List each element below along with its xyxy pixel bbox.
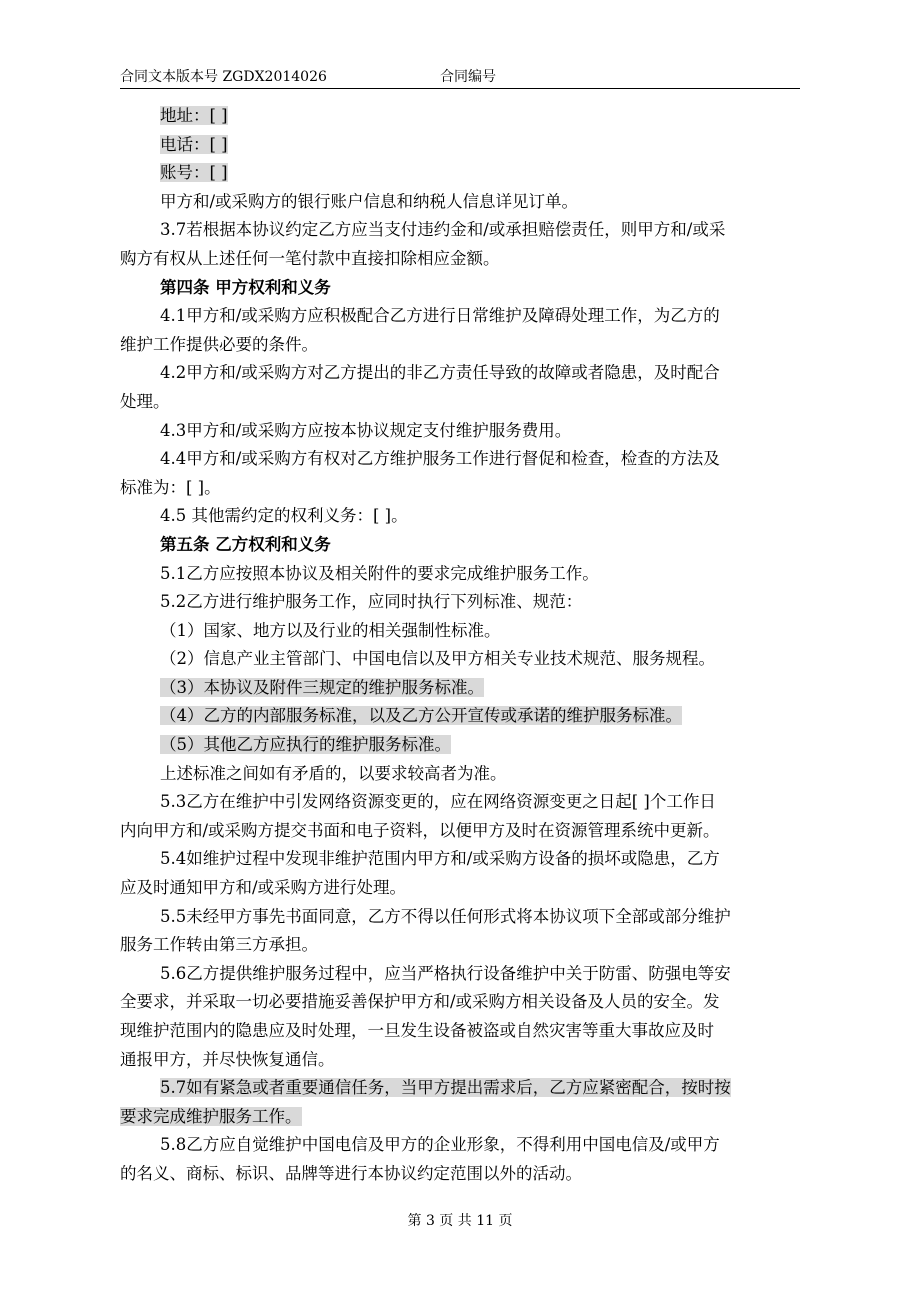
text-line [160, 131, 800, 160]
line-text: 内向甲方和/或采购方提交书面和电子资料，以便甲方及时在资源管理系统中更新。 [120, 820, 720, 840]
text-line [160, 702, 800, 731]
text-line [120, 245, 800, 274]
line-text: 5.3乙方在维护中引发网络资源变更的，应在网络资源变更之日起[ ]个工作日 [160, 792, 716, 812]
text-line [120, 931, 800, 960]
line-text: 甲方和/或采购方的银行账户信息和纳税人信息详见订单。 [160, 191, 579, 211]
text-line [160, 760, 800, 789]
line-text: 购方有权从上述任何一笔付款中直接扣除相应金额。 [120, 248, 500, 268]
text-line [120, 1017, 800, 1046]
line-text: 5.8乙方应自觉维护中国电信及甲方的企业形象，不得利用中国电信及/或甲方 [160, 1135, 720, 1155]
text-line [160, 417, 800, 446]
text-line [120, 388, 800, 417]
line-text: （4）乙方的内部服务标准，以及乙方公开宣传或承诺的维护服务标准。 [160, 706, 682, 726]
line-text: 应及时通知甲方和/或采购方进行处理。 [120, 878, 407, 898]
text-line [160, 1131, 800, 1160]
line-text: 维护工作提供必要的条件。 [120, 334, 318, 354]
line-text: 上述标准之间如有矛盾的，以要求较高者为准。 [160, 763, 507, 783]
line-text: 5.7如有紧急或者重要通信任务，当甲方提出需求后，乙方应紧密配合，按时按 [160, 1078, 731, 1098]
text-line [160, 788, 800, 817]
line-text: 5.2乙方进行维护服务工作，应同时执行下列标准、规范： [160, 592, 583, 612]
line-text: 要求完成维护服务工作。 [120, 1106, 302, 1126]
contract-number-label: 合同编号 [440, 69, 496, 85]
page-number: 第 3 页 共 11 页 [407, 1213, 513, 1229]
text-line [160, 617, 800, 646]
text-line [160, 731, 800, 760]
text-line [120, 1160, 800, 1189]
text-line [160, 188, 800, 217]
line-text: （5）其他乙方应执行的维护服务标准。 [160, 735, 451, 755]
text-line [120, 817, 800, 846]
text-line [120, 331, 800, 360]
line-text: （1）国家、地方以及行业的相关强制性标准。 [160, 620, 501, 640]
text-line [160, 359, 800, 388]
line-text: 现维护范围内的隐患应及时处理，一旦发生设备被盗或自然灾害等重大事故应及时 [120, 1021, 714, 1040]
text-line [120, 988, 800, 1017]
text-line [160, 845, 800, 874]
text-line [160, 588, 800, 617]
document-body [120, 102, 800, 1189]
text-line [120, 874, 800, 903]
text-line [160, 216, 800, 245]
line-text: 5.5未经甲方事先书面同意，乙方不得以任何形式将本协议项下全部或部分维护 [160, 906, 731, 926]
line-text: 第四条 甲方权利和义务 [160, 277, 331, 297]
line-text: 账号：[ ] [160, 163, 228, 183]
text-line [160, 102, 800, 131]
line-text: 标准为：[ ]。 [120, 477, 221, 497]
line-text: 4.2甲方和/或采购方对乙方提出的非乙方责任导致的故障或者隐患，及时配合 [160, 363, 720, 383]
text-line [160, 1074, 800, 1103]
line-text: 通报甲方，并尽快恢复通信。 [120, 1049, 335, 1069]
text-line [120, 1103, 800, 1132]
line-text: 第五条 乙方权利和义务 [160, 534, 331, 554]
line-text: 地址：[ ] [160, 106, 228, 125]
line-text: （3）本协议及附件三规定的维护服务标准。 [160, 677, 484, 697]
text-line [160, 445, 800, 474]
line-text: 4.4甲方和/或采购方有权对乙方维护服务工作进行督促和检查，检查的方法及 [160, 449, 720, 469]
text-line [160, 645, 800, 674]
page-header [120, 64, 800, 89]
text-line [160, 302, 800, 331]
line-text: 处理。 [120, 391, 170, 411]
text-line [120, 474, 800, 503]
line-text: 5.6乙方提供维护服务过程中，应当严格执行设备维护中关于防雷、防强电等安 [160, 963, 731, 983]
text-line [160, 560, 800, 589]
line-text: 5.1乙方应按照本协议及相关附件的要求完成维护服务工作。 [160, 563, 599, 583]
text-line [120, 1046, 800, 1075]
line-text: 全要求，并采取一切必要措施妥善保护甲方和/或采购方相关设备及人员的安全。发 [120, 992, 720, 1012]
line-text: 服务工作转由第三方承担。 [120, 935, 318, 955]
section-heading [160, 531, 800, 560]
line-text: 的名义、商标、标识、品牌等进行本协议约定范围以外的活动。 [120, 1163, 582, 1183]
line-text: 4.5 其他需约定的权利义务：[ ]。 [160, 506, 408, 526]
text-line [160, 903, 800, 932]
text-line [160, 960, 800, 989]
line-text: 电话：[ ] [160, 134, 228, 154]
page-footer [0, 1210, 920, 1230]
section-heading [160, 274, 800, 303]
text-line [160, 159, 800, 188]
text-line [160, 502, 800, 531]
line-text: 4.1甲方和/或采购方应积极配合乙方进行日常维护及障碍处理工作，为乙方的 [160, 306, 720, 326]
line-text: （2）信息产业主管部门、中国电信以及甲方相关专业技术规范、服务规程。 [160, 649, 715, 669]
line-text: 3.7若根据本协议约定乙方应当支付违约金和/或承担赔偿责任，则甲方和/或采 [160, 220, 726, 240]
text-line [160, 674, 800, 703]
line-text: 5.4如维护过程中发现非维护范围内甲方和/或采购方设备的损坏或隐患，乙方 [160, 849, 720, 869]
line-text: 4.3甲方和/或采购方应按本协议规定支付维护服务费用。 [160, 420, 572, 440]
contract-version: 合同文本版本号 ZGDX2014026 [120, 69, 327, 85]
